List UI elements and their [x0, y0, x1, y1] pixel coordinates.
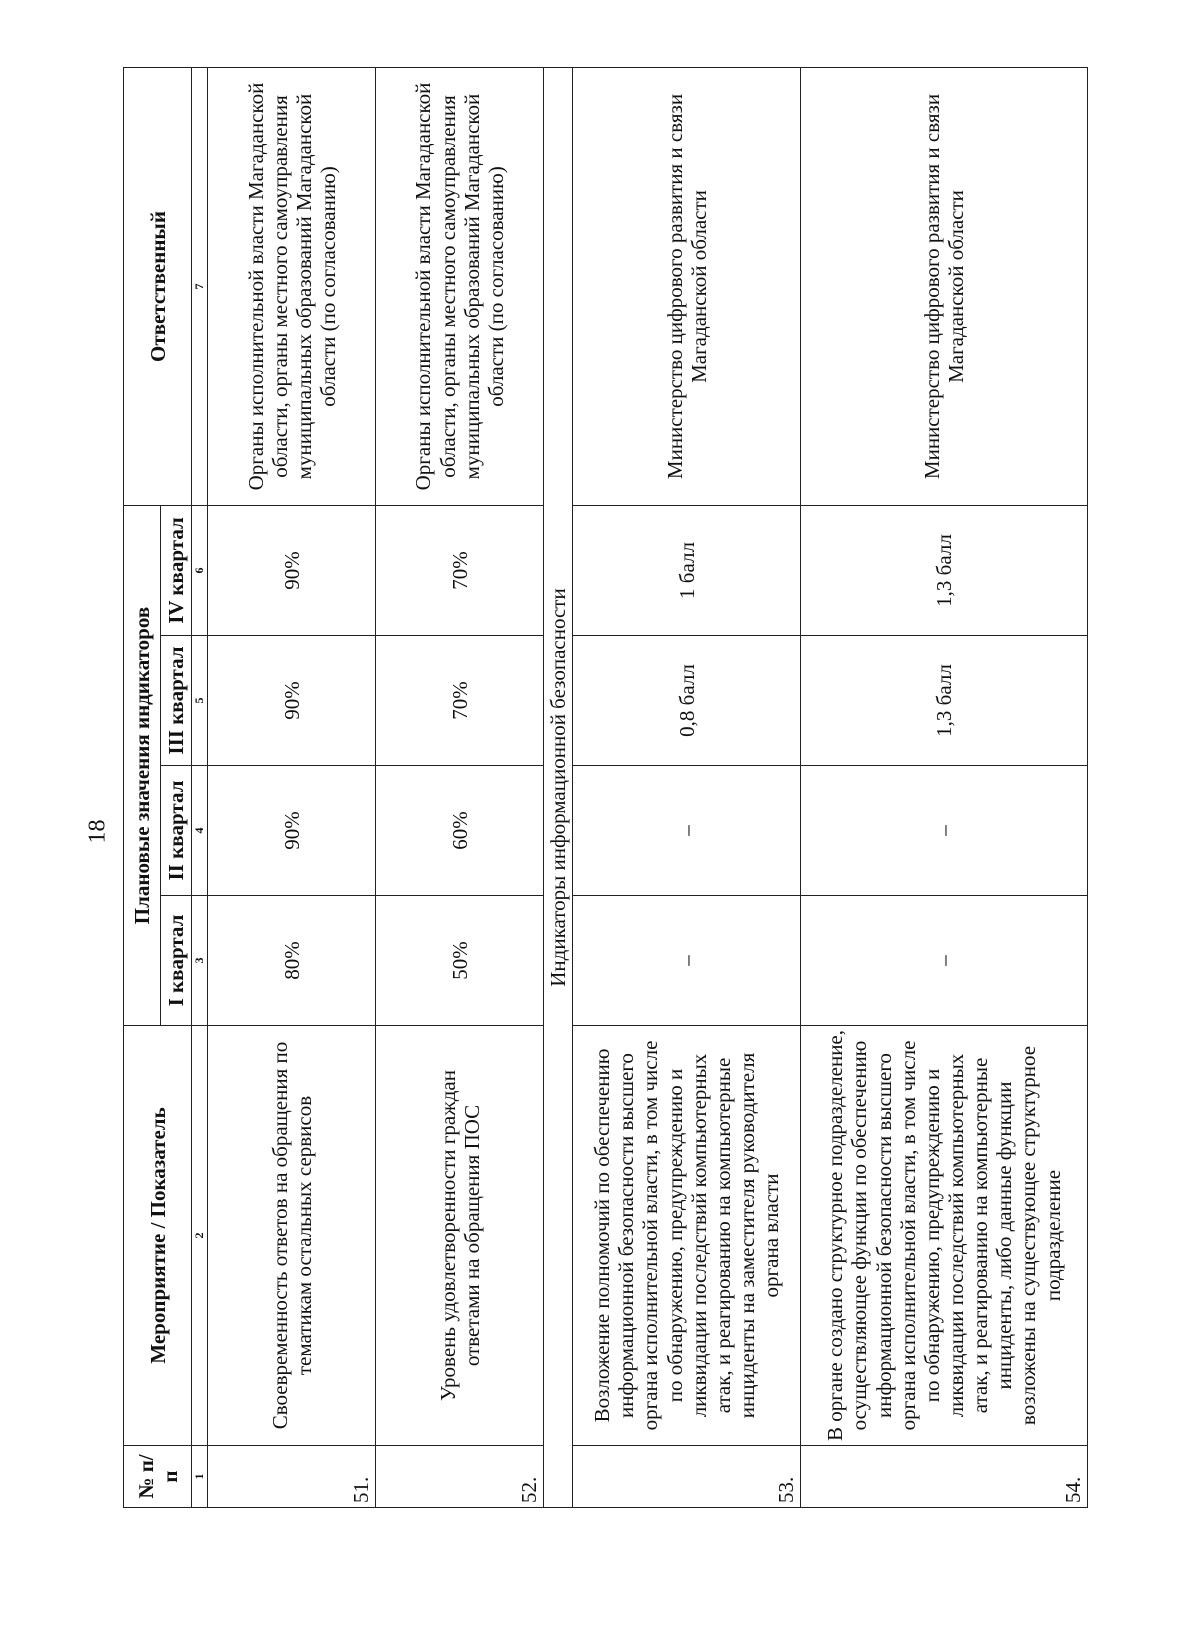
index-5: 5	[192, 636, 208, 766]
row-responsible: Органы исполнительной власти Магаданской области, органы местного самоуправления муниципальных образований Магаданской области (по согласованию)	[376, 68, 544, 506]
page-number: 18	[84, 819, 111, 844]
row-name: Уровень удовлетворенности граждан ответами на обращения ПОС	[376, 1026, 544, 1446]
row-q4: 70%	[376, 506, 544, 636]
row-responsible: Министерство цифрового развития и связи Магаданской области	[573, 68, 800, 506]
index-1: 1	[192, 1446, 208, 1508]
row-responsible: Органы исполнительной власти Магаданской области, органы местного самоуправления муниципальных образований Магаданской области (по согласованию)	[208, 68, 376, 506]
index-4: 4	[192, 766, 208, 896]
row-num: 53.	[573, 1446, 800, 1508]
row-q3: 0,8 балл	[573, 636, 800, 766]
header-q4: IV квартал	[160, 506, 192, 636]
row-name: Своевременность ответов на обращения по тематикам остальных сервисов	[208, 1026, 376, 1446]
row-q2: –	[573, 766, 800, 896]
row-q4: 90%	[208, 506, 376, 636]
row-num: 54.	[800, 1446, 1087, 1508]
row-responsible: Министерство цифрового развития и связи Магаданской области	[800, 68, 1087, 506]
table-row	[376, 68, 544, 1508]
header-num: № п/п	[124, 1446, 192, 1508]
row-q3: 70%	[376, 636, 544, 766]
index-2: 2	[192, 1026, 208, 1446]
row-q3: 1,3 балл	[800, 636, 1087, 766]
section-title: Индикаторы информационной безопасности	[544, 68, 573, 1508]
table-row	[573, 68, 800, 1508]
row-num: 52.	[376, 1446, 544, 1508]
index-7: 7	[192, 68, 208, 506]
table-container	[123, 68, 1088, 1508]
row-name: Возложение полномочий по обеспечению информационной безопасности высшего органа исполнительной власти, в том числе по обнаружению, предупреждению и ликвидации последствий компьютерных атак, и реагированию на компьютерные инциденты на заместителя руководителя органа власти	[573, 1026, 800, 1446]
row-num: 51.	[208, 1446, 376, 1508]
row-q2: 60%	[376, 766, 544, 896]
header-q1: I квартал	[160, 896, 192, 1026]
row-name: В органе создано структурное подразделение, осуществляющее функции по обеспечению информационной безопасности высшего органа исполнительной власти, в том числе по обнаружению, предупреждению и ликвидации последствий компьютерных атак, и реагированию на компьютерные инциденты, либо данные функции возложены на существующее структурное подразделение	[800, 1026, 1087, 1446]
table-row	[208, 68, 376, 1508]
header-responsible: Ответственный	[124, 68, 192, 506]
header-q2: II квартал	[160, 766, 192, 896]
row-q2: 90%	[208, 766, 376, 896]
row-q1: –	[573, 896, 800, 1026]
index-3: 3	[192, 896, 208, 1026]
row-q1: 50%	[376, 896, 544, 1026]
row-q1: 80%	[208, 896, 376, 1026]
row-q1: –	[800, 896, 1087, 1026]
header-event: Мероприятие / Показатель	[124, 1026, 192, 1446]
row-q2: –	[800, 766, 1087, 896]
table-row	[800, 68, 1087, 1508]
index-6: 6	[192, 506, 208, 636]
header-planned: Плановые значения индикаторов	[124, 506, 161, 1026]
row-q4: 1 балл	[573, 506, 800, 636]
row-q3: 90%	[208, 636, 376, 766]
indicators-table	[123, 67, 1088, 1508]
row-q4: 1,3 балл	[800, 506, 1087, 636]
header-q3: III квартал	[160, 636, 192, 766]
